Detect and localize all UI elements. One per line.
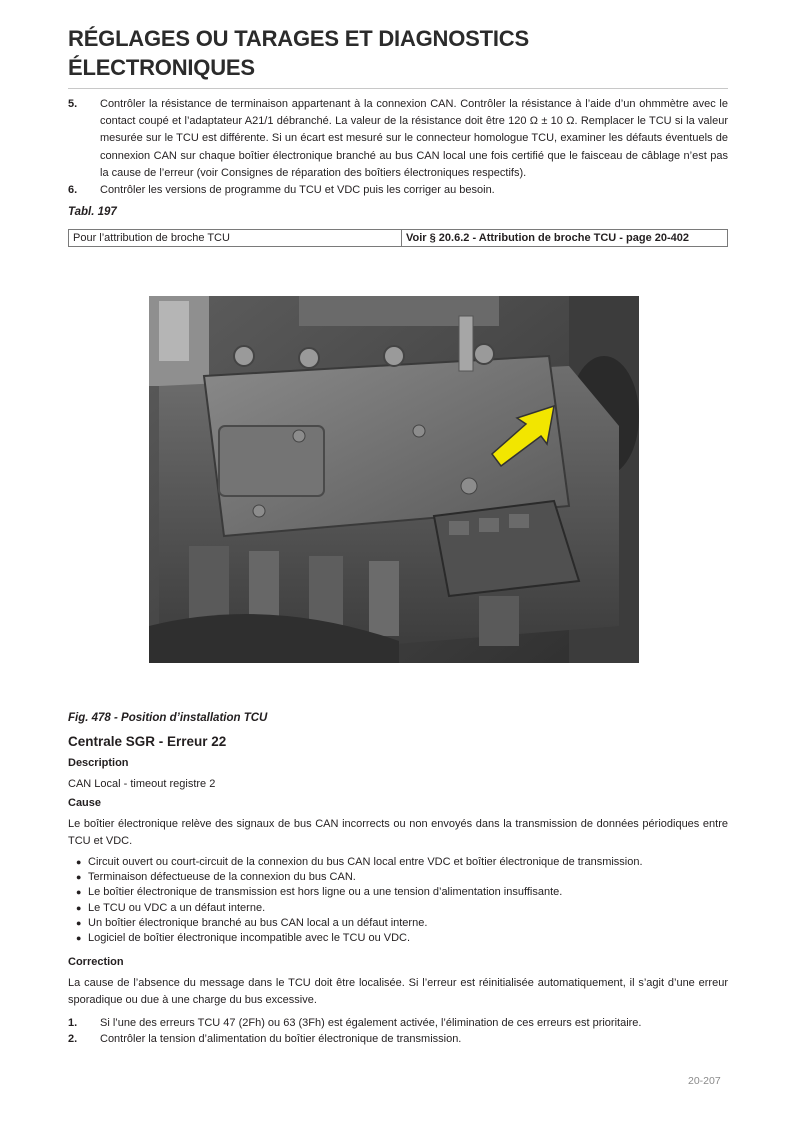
page-number: 20-207 bbox=[688, 1075, 721, 1087]
bullet-text: Un boîtier électronique branché au bus CAN local a un défaut interne. bbox=[88, 916, 428, 929]
correction-step-2 bbox=[68, 1032, 728, 1048]
table-cell-label: Pour l’attribution de broche TCU bbox=[69, 230, 402, 246]
cause-text: Le boîtier électronique relève des signaux de bus CAN incorrects ou non envoyés dans la transmission de données périodiques entre TCU et VDC. bbox=[68, 818, 728, 847]
correction-text: La cause de l’absence du message dans le TCU doit être localisée. Si l’erreur est réinitialisée automatiquement, il s’agit d’une erreur sporadique ou due à une charge du bus excessive. bbox=[68, 977, 728, 1006]
step-6 bbox=[68, 182, 728, 199]
page-title-line1: RÉGLAGES OU TARAGES ET DIAGNOSTICS bbox=[68, 26, 529, 51]
bullet-icon: ● bbox=[76, 857, 82, 867]
bullet-icon: ● bbox=[76, 902, 82, 913]
step-number: 2. bbox=[68, 1032, 78, 1045]
page-title bbox=[68, 24, 728, 82]
description-text: CAN Local - timeout registre 2 bbox=[68, 778, 216, 790]
transmission-photo-illustration bbox=[149, 296, 639, 663]
bullet-icon: ● bbox=[76, 872, 82, 883]
figure-caption: Fig. 478 - Position d’installation TCU bbox=[68, 712, 268, 724]
page-title-line2: ÉLECTRONIQUES bbox=[68, 55, 255, 80]
bullet-text: Le TCU ou VDC a un défaut interne. bbox=[88, 901, 266, 914]
table-caption: Tabl. 197 bbox=[68, 206, 117, 218]
pin-assignment-table bbox=[68, 229, 728, 247]
list-item bbox=[76, 870, 726, 885]
description-heading: Description bbox=[68, 757, 129, 769]
step-text: Contrôler la résistance de terminaison appartenant à la connexion CAN. Contrôler la résistance à l’aide d’un ohmmètre avec le contact coupé et l’adaptateur A21/1 débranché. La valeur de la résistance doit être 120 Ω ± 10 Ω. Remplacer le TCU si la valeur mesurée sur le TCU est différente. Si un écart est mesuré sur le connecteur homologue TCU, examiner les défauts éventuels de connexion CAN sur chaque boîtier électronique branché au bus CAN local une fois certifié que le faisceau de câblage n’est pas la cause de l’erreur (voir Consignes de réparation des boîtiers électroniques respectifs). bbox=[100, 98, 728, 179]
list-item bbox=[76, 855, 726, 870]
list-item bbox=[76, 901, 726, 916]
bullet-icon: ● bbox=[76, 933, 82, 944]
bullet-icon: ● bbox=[76, 887, 82, 898]
step-number: 1. bbox=[68, 1017, 78, 1029]
bullet-text: Terminaison défectueuse de la connexion du bus CAN. bbox=[88, 871, 356, 884]
step-text: Si l’une des erreurs TCU 47 (2Fh) ou 63 (3Fh) est également activée, l’élimination de ces erreurs est prioritaire. bbox=[100, 1017, 642, 1029]
error-section-title: Centrale SGR - Erreur 22 bbox=[68, 734, 227, 749]
correction-step-1 bbox=[68, 1016, 728, 1032]
step-number: 5. bbox=[68, 98, 78, 110]
intro-steps bbox=[68, 96, 728, 199]
step-number: 6. bbox=[68, 184, 78, 197]
list-item bbox=[76, 885, 726, 900]
step-text: Contrôler les versions de programme du TCU et VDC puis les corriger au besoin. bbox=[100, 184, 495, 197]
cause-heading: Cause bbox=[68, 797, 102, 809]
bullet-icon: ● bbox=[76, 917, 82, 928]
correction-steps bbox=[68, 1016, 728, 1047]
step-5 bbox=[68, 96, 728, 182]
list-item bbox=[76, 931, 726, 946]
tcu-installation-photo bbox=[149, 296, 639, 663]
bullet-text: Logiciel de boîtier électronique incompatible avec le TCU ou VDC. bbox=[88, 932, 411, 945]
title-divider bbox=[68, 88, 728, 89]
table-cell-reference-link[interactable]: Voir § 20.6.2 - Attribution de broche TCU - page 20-402 bbox=[406, 232, 690, 244]
bullet-text: Le boîtier électronique de transmission est hors ligne ou a une tension d’alimentation insuffisante. bbox=[88, 886, 563, 899]
correction-heading: Correction bbox=[68, 956, 124, 968]
list-item bbox=[76, 916, 726, 931]
bullet-text: Circuit ouvert ou court-circuit de la connexion du bus CAN local entre VDC et boîtier électronique de transmission. bbox=[88, 856, 643, 868]
cause-bullet-list bbox=[76, 855, 726, 946]
step-text: Contrôler la tension d’alimentation du boîtier électronique de transmission. bbox=[100, 1032, 462, 1045]
